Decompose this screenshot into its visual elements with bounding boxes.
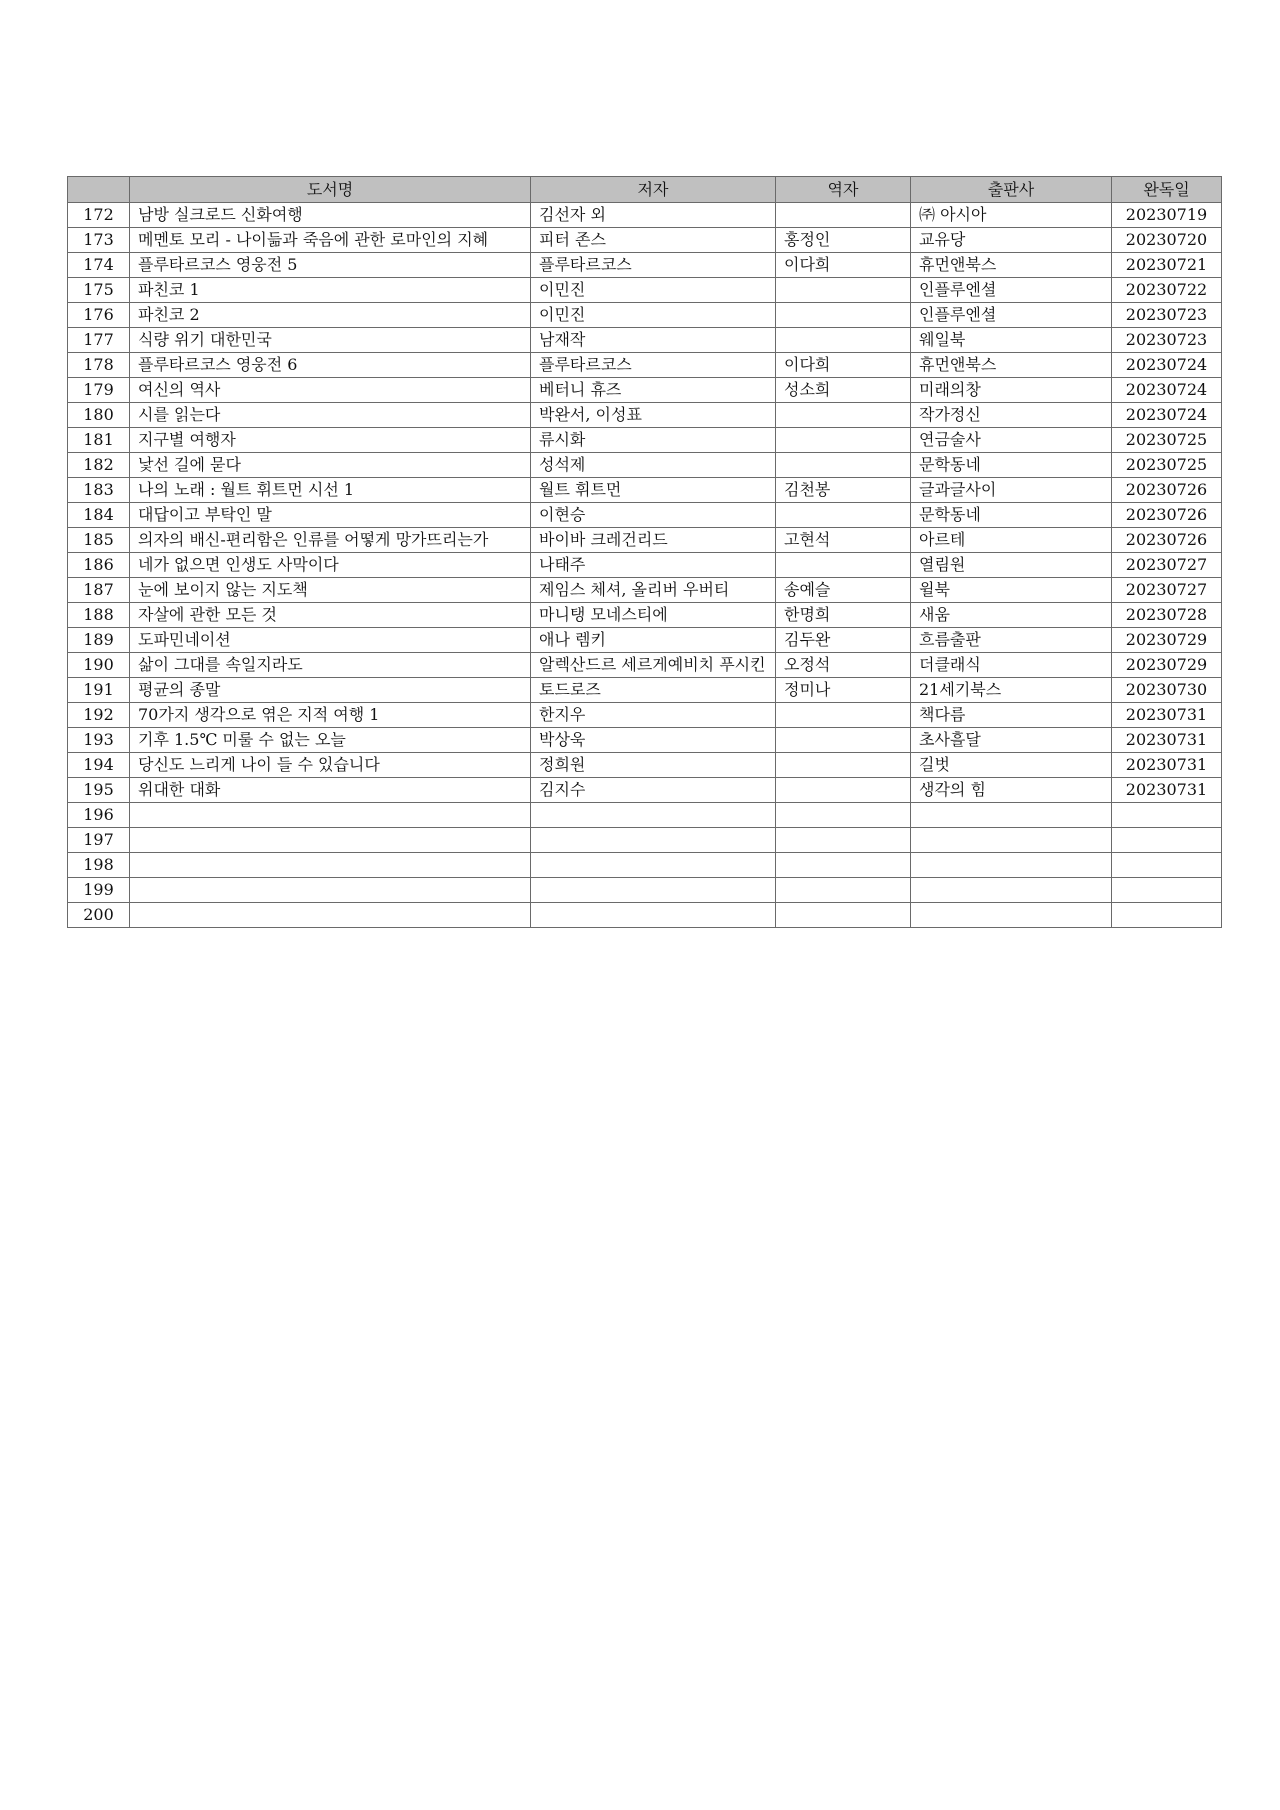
- book-title-cell: 평균의 종말: [130, 678, 531, 703]
- author-cell: 제임스 체셔, 올리버 우버티: [531, 578, 776, 603]
- finish-date-cell: 20230721: [1112, 253, 1222, 278]
- row-number-cell: 194: [68, 753, 130, 778]
- table-row: [68, 703, 1222, 728]
- translator-cell: [776, 428, 911, 453]
- publisher-cell: [911, 853, 1112, 878]
- table-row: [68, 353, 1222, 378]
- author-cell: 마니탱 모네스티에: [531, 603, 776, 628]
- author-cell: 박상욱: [531, 728, 776, 753]
- finish-date-cell: 20230726: [1112, 503, 1222, 528]
- book-title-cell: 낯선 길에 묻다: [130, 453, 531, 478]
- publisher-cell: 열림원: [911, 553, 1112, 578]
- finish-date-cell: 20230729: [1112, 628, 1222, 653]
- row-number-cell: 191: [68, 678, 130, 703]
- translator-cell: 이다희: [776, 353, 911, 378]
- finish-date-cell: 20230725: [1112, 428, 1222, 453]
- table-row: [68, 228, 1222, 253]
- publisher-cell: 문학동네: [911, 503, 1112, 528]
- table-row: [68, 578, 1222, 603]
- finish-date-cell: 20230731: [1112, 778, 1222, 803]
- author-cell: 이민진: [531, 278, 776, 303]
- publisher-cell: 21세기북스: [911, 678, 1112, 703]
- reading-log-table: [67, 176, 1222, 928]
- row-number-cell: 173: [68, 228, 130, 253]
- book-title-cell: 나의 노래 : 월트 휘트먼 시선 1: [130, 478, 531, 503]
- translator-cell: [776, 903, 911, 928]
- publisher-cell: 웨일북: [911, 328, 1112, 353]
- translator-cell: [776, 728, 911, 753]
- translator-cell: 고현석: [776, 528, 911, 553]
- translator-cell: [776, 453, 911, 478]
- book-title-cell: [130, 828, 531, 853]
- row-number-cell: 187: [68, 578, 130, 603]
- finish-date-cell: 20230724: [1112, 403, 1222, 428]
- publisher-cell: [911, 803, 1112, 828]
- finish-date-cell: 20230723: [1112, 303, 1222, 328]
- translator-cell: [776, 328, 911, 353]
- row-number-cell: 197: [68, 828, 130, 853]
- row-number-cell: 190: [68, 653, 130, 678]
- author-cell: 성석제: [531, 453, 776, 478]
- table-row: [68, 478, 1222, 503]
- book-title-cell: 자살에 관한 모든 것: [130, 603, 531, 628]
- publisher-cell: 인플루엔셜: [911, 278, 1112, 303]
- author-cell: 한지우: [531, 703, 776, 728]
- translator-cell: [776, 803, 911, 828]
- row-number-cell: 177: [68, 328, 130, 353]
- table-row: [68, 403, 1222, 428]
- publisher-cell: 작가정신: [911, 403, 1112, 428]
- book-title-cell: 도파민네이션: [130, 628, 531, 653]
- book-title-cell: 메멘토 모리 - 나이듦과 죽음에 관한 로마인의 지혜: [130, 228, 531, 253]
- table-row: [68, 503, 1222, 528]
- table-row: [68, 278, 1222, 303]
- book-title-cell: 당신도 느리게 나이 들 수 있습니다: [130, 753, 531, 778]
- author-cell: [531, 878, 776, 903]
- publisher-cell: ㈜ 아시아: [911, 203, 1112, 228]
- translator-cell: 김천봉: [776, 478, 911, 503]
- row-number-cell: 189: [68, 628, 130, 653]
- book-title-cell: 여신의 역사: [130, 378, 531, 403]
- publisher-cell: 책다름: [911, 703, 1112, 728]
- table-row: [68, 378, 1222, 403]
- header-row: [68, 177, 1222, 203]
- row-number-cell: 185: [68, 528, 130, 553]
- table-row: [68, 453, 1222, 478]
- author-cell: 이현승: [531, 503, 776, 528]
- translator-cell: 정미나: [776, 678, 911, 703]
- finish-date-cell: 20230727: [1112, 553, 1222, 578]
- table-row: [68, 803, 1222, 828]
- table-row: [68, 878, 1222, 903]
- finish-date-cell: [1112, 853, 1222, 878]
- publisher-cell: 글과글사이: [911, 478, 1112, 503]
- book-title-cell: 의자의 배신-편리함은 인류를 어떻게 망가뜨리는가: [130, 528, 531, 553]
- book-title-cell: 파친코 1: [130, 278, 531, 303]
- translator-cell: [776, 553, 911, 578]
- table-row: [68, 778, 1222, 803]
- finish-date-cell: 20230726: [1112, 478, 1222, 503]
- author-cell: 알렉산드르 세르게예비치 푸시킨: [531, 653, 776, 678]
- table-row: [68, 553, 1222, 578]
- author-cell: 류시화: [531, 428, 776, 453]
- table-row: [68, 728, 1222, 753]
- row-number-cell: 178: [68, 353, 130, 378]
- row-number-cell: 183: [68, 478, 130, 503]
- publisher-cell: 윌북: [911, 578, 1112, 603]
- table-row: [68, 753, 1222, 778]
- publisher-cell: 연금술사: [911, 428, 1112, 453]
- table-row: [68, 903, 1222, 928]
- translator-cell: [776, 753, 911, 778]
- row-number-cell: 179: [68, 378, 130, 403]
- row-number-cell: 198: [68, 853, 130, 878]
- row-number-cell: 181: [68, 428, 130, 453]
- translator-cell: [776, 403, 911, 428]
- finish-date-cell: 20230719: [1112, 203, 1222, 228]
- translator-cell: 성소희: [776, 378, 911, 403]
- book-title-cell: 플루타르코스 영웅전 6: [130, 353, 531, 378]
- publisher-cell: [911, 878, 1112, 903]
- book-title-cell: [130, 903, 531, 928]
- author-cell: 월트 휘트먼: [531, 478, 776, 503]
- finish-date-cell: 20230729: [1112, 653, 1222, 678]
- row-number-cell: 174: [68, 253, 130, 278]
- publisher-cell: 인플루엔셜: [911, 303, 1112, 328]
- finish-date-cell: 20230722: [1112, 278, 1222, 303]
- finish-date-cell: 20230731: [1112, 728, 1222, 753]
- book-title-cell: 눈에 보이지 않는 지도책: [130, 578, 531, 603]
- translator-cell: [776, 303, 911, 328]
- table-row: [68, 428, 1222, 453]
- author-cell: [531, 828, 776, 853]
- translator-cell: 김두완: [776, 628, 911, 653]
- translator-cell: 송예슬: [776, 578, 911, 603]
- author-cell: [531, 853, 776, 878]
- translator-cell: 홍정인: [776, 228, 911, 253]
- row-number-cell: 193: [68, 728, 130, 753]
- translator-cell: [776, 878, 911, 903]
- book-title-cell: 시를 읽는다: [130, 403, 531, 428]
- row-number-cell: 182: [68, 453, 130, 478]
- header-author: 저자: [531, 177, 776, 203]
- book-title-cell: 지구별 여행자: [130, 428, 531, 453]
- author-cell: 플루타르코스: [531, 253, 776, 278]
- publisher-cell: 더클래식: [911, 653, 1112, 678]
- book-title-cell: 70가지 생각으로 엮은 지적 여행 1: [130, 703, 531, 728]
- row-number-cell: 196: [68, 803, 130, 828]
- row-number-cell: 176: [68, 303, 130, 328]
- author-cell: 바이바 크레건리드: [531, 528, 776, 553]
- header-number: [68, 177, 130, 203]
- finish-date-cell: 20230725: [1112, 453, 1222, 478]
- row-number-cell: 199: [68, 878, 130, 903]
- author-cell: 플루타르코스: [531, 353, 776, 378]
- translator-cell: 이다희: [776, 253, 911, 278]
- author-cell: 애나 렘키: [531, 628, 776, 653]
- translator-cell: 한명희: [776, 603, 911, 628]
- table-row: [68, 303, 1222, 328]
- translator-cell: [776, 278, 911, 303]
- row-number-cell: 184: [68, 503, 130, 528]
- publisher-cell: [911, 903, 1112, 928]
- translator-cell: [776, 828, 911, 853]
- row-number-cell: 200: [68, 903, 130, 928]
- table-row: [68, 528, 1222, 553]
- table-row: [68, 328, 1222, 353]
- publisher-cell: 길벗: [911, 753, 1112, 778]
- finish-date-cell: 20230724: [1112, 378, 1222, 403]
- book-title-cell: 네가 없으면 인생도 사막이다: [130, 553, 531, 578]
- finish-date-cell: [1112, 803, 1222, 828]
- finish-date-cell: [1112, 903, 1222, 928]
- book-title-cell: 남방 실크로드 신화여행: [130, 203, 531, 228]
- finish-date-cell: 20230731: [1112, 753, 1222, 778]
- book-title-cell: [130, 878, 531, 903]
- table-row: [68, 853, 1222, 878]
- header-publisher: 출판사: [911, 177, 1112, 203]
- header-translator: 역자: [776, 177, 911, 203]
- translator-cell: [776, 703, 911, 728]
- row-number-cell: 192: [68, 703, 130, 728]
- row-number-cell: 195: [68, 778, 130, 803]
- author-cell: 박완서, 이성표: [531, 403, 776, 428]
- translator-cell: [776, 203, 911, 228]
- author-cell: 김선자 외: [531, 203, 776, 228]
- author-cell: 베터니 휴즈: [531, 378, 776, 403]
- book-title-cell: 위대한 대화: [130, 778, 531, 803]
- author-cell: 정희원: [531, 753, 776, 778]
- row-number-cell: 172: [68, 203, 130, 228]
- book-title-cell: [130, 853, 531, 878]
- book-title-cell: 식량 위기 대한민국: [130, 328, 531, 353]
- table-row: [68, 828, 1222, 853]
- header-title: 도서명: [130, 177, 531, 203]
- table-body: [68, 203, 1222, 928]
- author-cell: 토드로즈: [531, 678, 776, 703]
- author-cell: 나태주: [531, 553, 776, 578]
- publisher-cell: 휴먼앤북스: [911, 353, 1112, 378]
- publisher-cell: 교유당: [911, 228, 1112, 253]
- header-finish-date: 완독일: [1112, 177, 1222, 203]
- publisher-cell: 생각의 힘: [911, 778, 1112, 803]
- finish-date-cell: 20230724: [1112, 353, 1222, 378]
- finish-date-cell: 20230720: [1112, 228, 1222, 253]
- finish-date-cell: 20230723: [1112, 328, 1222, 353]
- author-cell: 남재작: [531, 328, 776, 353]
- finish-date-cell: [1112, 878, 1222, 903]
- publisher-cell: 문학동네: [911, 453, 1112, 478]
- publisher-cell: 새움: [911, 603, 1112, 628]
- row-number-cell: 175: [68, 278, 130, 303]
- publisher-cell: 흐름출판: [911, 628, 1112, 653]
- table-row: [68, 203, 1222, 228]
- finish-date-cell: 20230727: [1112, 578, 1222, 603]
- table-row: [68, 653, 1222, 678]
- book-title-cell: 삶이 그대를 속일지라도: [130, 653, 531, 678]
- author-cell: 피터 존스: [531, 228, 776, 253]
- table-row: [68, 678, 1222, 703]
- row-number-cell: 186: [68, 553, 130, 578]
- book-title-cell: 기후 1.5℃ 미룰 수 없는 오늘: [130, 728, 531, 753]
- finish-date-cell: 20230730: [1112, 678, 1222, 703]
- translator-cell: [776, 503, 911, 528]
- book-title-cell: 대답이고 부탁인 말: [130, 503, 531, 528]
- book-title-cell: 파친코 2: [130, 303, 531, 328]
- publisher-cell: 미래의창: [911, 378, 1112, 403]
- author-cell: [531, 803, 776, 828]
- finish-date-cell: 20230731: [1112, 703, 1222, 728]
- publisher-cell: 휴먼앤북스: [911, 253, 1112, 278]
- author-cell: 이민진: [531, 303, 776, 328]
- publisher-cell: [911, 828, 1112, 853]
- row-number-cell: 180: [68, 403, 130, 428]
- finish-date-cell: [1112, 828, 1222, 853]
- author-cell: [531, 903, 776, 928]
- publisher-cell: 아르테: [911, 528, 1112, 553]
- publisher-cell: 초사흘달: [911, 728, 1112, 753]
- book-title-cell: 플루타르코스 영웅전 5: [130, 253, 531, 278]
- table-row: [68, 253, 1222, 278]
- translator-cell: 오정석: [776, 653, 911, 678]
- table-row: [68, 603, 1222, 628]
- table-row: [68, 628, 1222, 653]
- finish-date-cell: 20230726: [1112, 528, 1222, 553]
- translator-cell: [776, 778, 911, 803]
- author-cell: 김지수: [531, 778, 776, 803]
- translator-cell: [776, 853, 911, 878]
- finish-date-cell: 20230728: [1112, 603, 1222, 628]
- book-title-cell: [130, 803, 531, 828]
- row-number-cell: 188: [68, 603, 130, 628]
